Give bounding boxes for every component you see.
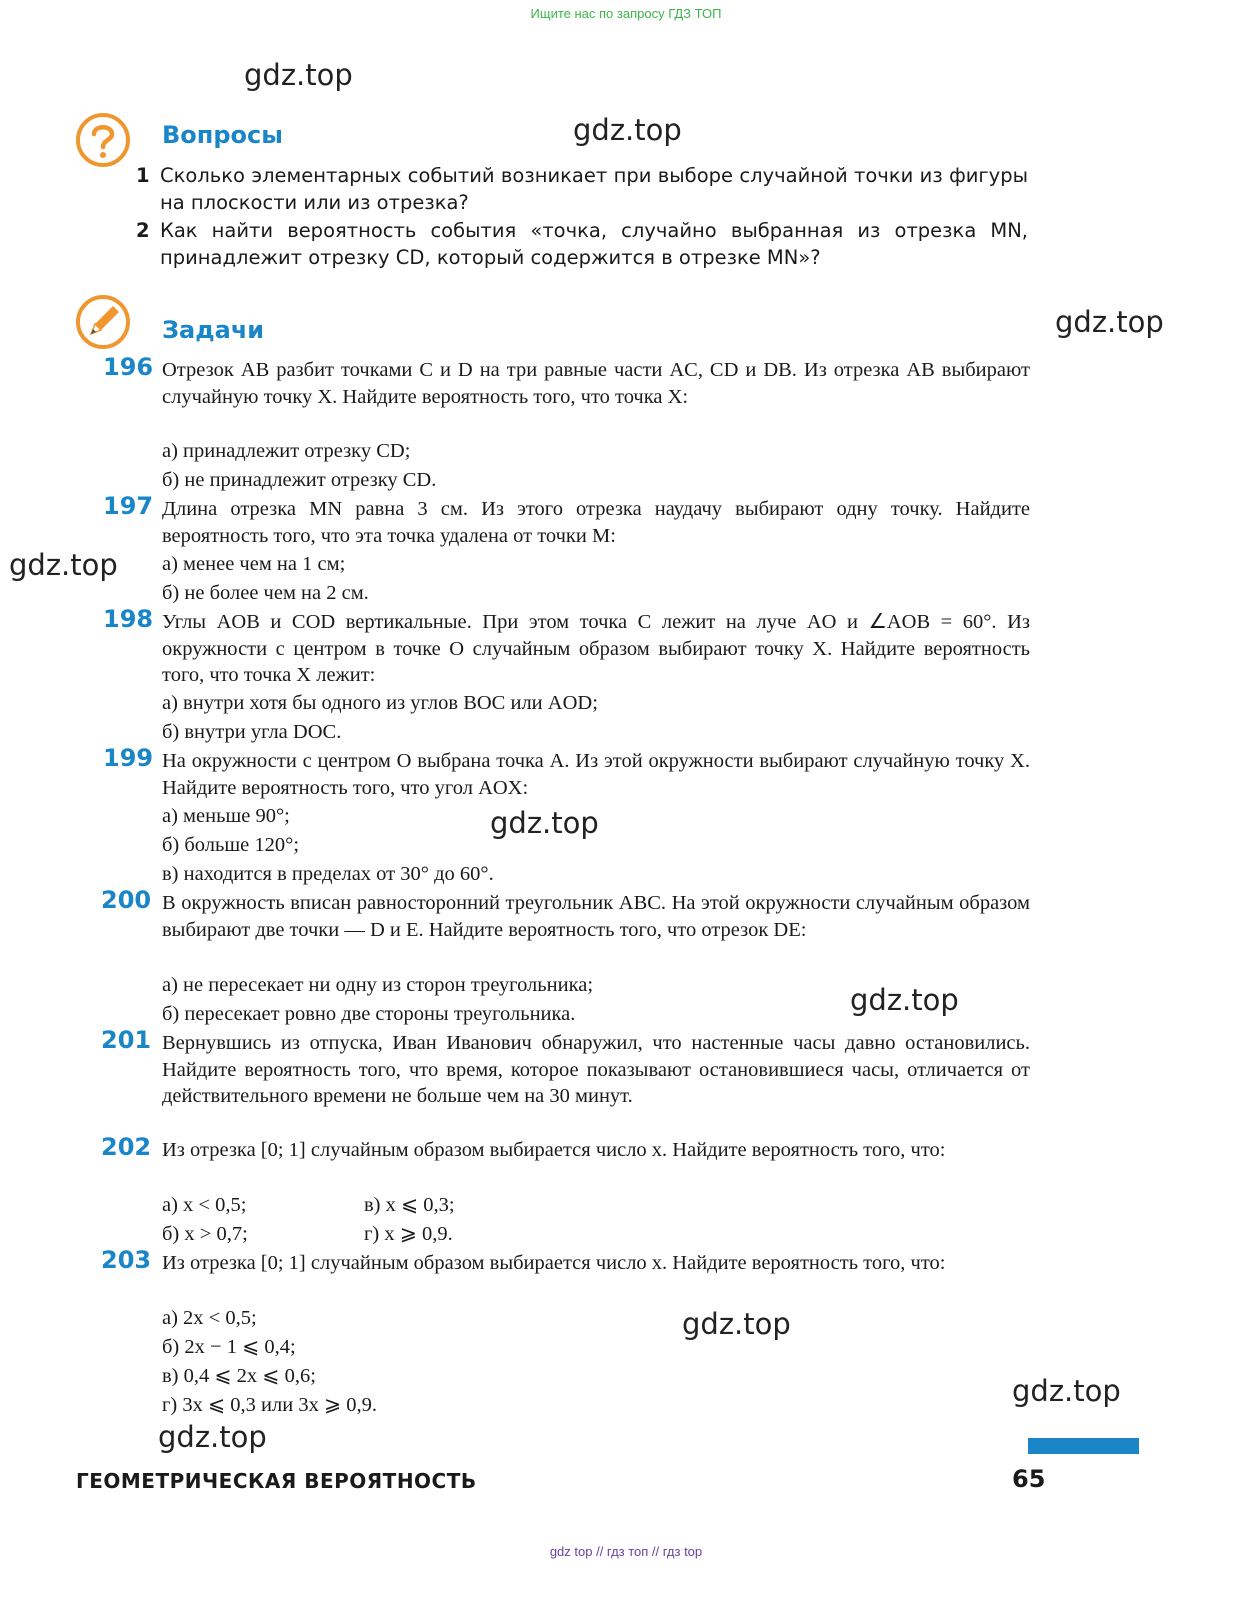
- problem-text: Отрезок AB разбит точками C и D на три равные части AC, CD и DB. Из отрезка AB выбирают случайную точку X. Найдите вероятность того, что точка X:: [162, 359, 1030, 408]
- problem-subitem: а) не пересекает ни одну из сторон треугольника;: [162, 974, 594, 996]
- problem-subitem: в) находится в пределах от 30° до 60°.: [162, 863, 494, 885]
- footer-title: ГЕОМЕТРИЧЕСКАЯ ВЕРОЯТНОСТЬ: [76, 1469, 477, 1493]
- problem-number: 199: [103, 744, 154, 772]
- watermark: gdz.top: [9, 548, 118, 582]
- problem-text: В окружность вписан равносторонний треугольник ABC. На этой окружности случайным образом выбирают две точки — D и E. Найдите вероятность того, что отрезок DE:: [162, 892, 1030, 941]
- pencil-icon: [75, 294, 131, 350]
- problem-subitem: б) пересекает ровно две стороны треугольника.: [162, 1003, 576, 1025]
- problem-subitem: а) меньше 90°;: [162, 805, 290, 827]
- problem-subitem: а) x < 0,5;: [162, 1194, 247, 1216]
- problem-text: Длина отрезка MN равна 3 см. Из этого отрезка наудачу выбирают одну точку. Найдите вероятность того, что эта точка удалена от точки M:: [162, 498, 1030, 547]
- question-item: [136, 217, 1028, 271]
- problem-subitem: а) принадлежит отрезку CD;: [162, 440, 411, 462]
- question-item: [136, 162, 1028, 216]
- problem-number: 196: [103, 353, 154, 381]
- problem-text: Углы AOB и COD вертикальные. При этом точка C лежит на луче AO и ∠AOB = 60°. Из окружности с центром в точке O случайным образом выбирают точку X. Найдите вероятность того, что точка X лежит:: [162, 611, 1030, 686]
- problem-text: Из отрезка [0; 1] случайным образом выбирается число x. Найдите вероятность того, что:: [162, 1139, 946, 1161]
- question-text: Как найти вероятность события «точка, случайно выбранная из отрезка MN, принадлежит отрезку CD, который содержится в отрезке MN»?: [160, 219, 1028, 269]
- problem-number: 197: [103, 492, 154, 520]
- section-title-questions: Вопросы: [162, 121, 283, 149]
- watermark: gdz.top: [490, 806, 599, 840]
- problem-subitem: б) не принадлежит отрезку CD.: [162, 469, 437, 491]
- problem-subitem: г) 3x ⩽ 0,3 или 3x ⩾ 0,9.: [162, 1394, 378, 1416]
- problem-subitem: б) x > 0,7;: [162, 1223, 248, 1245]
- problem-text: Из отрезка [0; 1] случайным образом выбирается число x. Найдите вероятность того, что:: [162, 1252, 946, 1274]
- question-mark-icon: [75, 112, 131, 168]
- question-number: 1: [136, 164, 150, 187]
- problem-subitem: б) не более чем на 2 см.: [162, 582, 369, 604]
- problem-subitem: б) 2x − 1 ⩽ 0,4;: [162, 1336, 296, 1358]
- header-note: Ищите нас по запросу ГДЗ ТОП: [530, 6, 722, 21]
- problem-subitem: в) x ⩽ 0,3;: [364, 1194, 455, 1216]
- problem-number: 201: [101, 1026, 152, 1054]
- page-number: 65: [1012, 1465, 1046, 1493]
- problem-subitem: а) менее чем на 1 см;: [162, 553, 346, 575]
- question-text: Сколько элементарных событий возникает при выборе случайной точки из фигуры на плоскости или из отрезка?: [160, 164, 1028, 214]
- problem-subitem: б) внутри угла DOC.: [162, 721, 342, 743]
- watermark: gdz.top: [158, 1420, 267, 1454]
- problem-subitem: г) x ⩾ 0,9.: [364, 1223, 453, 1245]
- problem-number: 200: [101, 886, 152, 914]
- problem-subitem: а) 2x < 0,5;: [162, 1307, 257, 1329]
- footer-accent-bar: [1028, 1438, 1139, 1454]
- watermark: gdz.top: [850, 983, 959, 1017]
- problem-number: 202: [101, 1133, 152, 1161]
- watermark: gdz.top: [573, 113, 682, 147]
- problem-text: Вернувшись из отпуска, Иван Иванович обнаружил, что настенные часы давно остановились. Найдите вероятность того, что время, которое показывают остановившиеся часы, отличается от действительного времени не больше чем на 30 минут.: [162, 1032, 1030, 1107]
- problem-subitem: в) 0,4 ⩽ 2x ⩽ 0,6;: [162, 1365, 316, 1387]
- watermark: gdz.top: [244, 58, 353, 92]
- problem-text: На окружности с центром O выбрана точка A. Из этой окружности выбирают случайную точку X. Найдите вероятность того, что угол AOX:: [162, 750, 1030, 799]
- problem-number: 198: [103, 605, 154, 633]
- watermark: gdz.top: [682, 1307, 791, 1341]
- question-number: 2: [136, 219, 150, 242]
- problem-subitem: а) внутри хотя бы одного из углов BOC или AOD;: [162, 692, 598, 714]
- bottom-links: gdz top // гдз топ // гдз top: [549, 1544, 703, 1559]
- watermark: gdz.top: [1012, 1374, 1121, 1408]
- section-title-tasks: Задачи: [162, 316, 265, 344]
- watermark: gdz.top: [1055, 305, 1164, 339]
- problem-number: 203: [101, 1246, 152, 1274]
- problem-subitem: б) больше 120°;: [162, 834, 300, 856]
